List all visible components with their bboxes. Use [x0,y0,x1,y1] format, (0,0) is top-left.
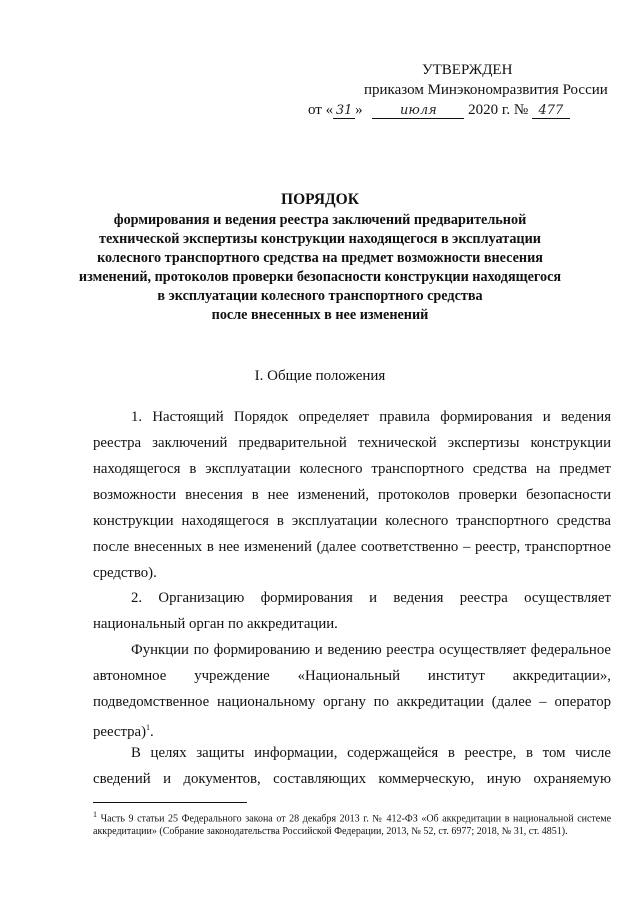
order-date-line [308,102,570,119]
footnote [93,808,611,838]
footnote-text: Часть 9 статьи 25 Федерального закона от 28 декабря 2013 г. № 412-ФЗ «Об аккредитации в национальной системе аккредитации» (Собрание законодательства Российской Федерации, 2013, № 52, ст. 6977; 2018, № 31, ст. 4851). [93,813,612,838]
footnote-ref: 1 [146,723,151,732]
order-year: 2020 г. № [468,102,529,118]
paragraph-4: В целях защиты информации, содержащейся в реестре, в том числе сведений и документов, составляющих коммерческую, иную охраняемую [93,745,611,787]
date-quote-close: » [355,102,363,118]
paragraph-1: 1. Настоящий Порядок определяет правила формирования и ведения реестра заключений предварительной технической экспертизы конструкции находящегося в эксплуатации колесного транспортного средства на предмет возможности внесения в нее изменений, протоколов проверки безопасности конструкции находящегося в эксплуатации колесного транспортного средства после внесенных в нее изменений (далее соответственно – реестр, транспортное средство). [93,409,611,581]
order-line: приказом Минэкономразвития России [364,82,608,98]
title-line: формирования и ведения реестра заключений предварительной [113,212,527,228]
date-prefix: от « [308,102,334,118]
approved-label: УТВЕРЖДЕН [422,62,513,78]
order-number: 477 [532,103,570,119]
paragraph-3-end: . [150,723,154,740]
order-day: 31 [333,103,355,119]
paragraph-3 [93,637,611,745]
section-heading: I. Общие положения [254,368,386,384]
title-line: технической экспертизы конструкции находящегося в эксплуатации [99,231,541,247]
footnote-marker: 1 [93,810,97,819]
document-title [60,190,580,325]
title-line: в эксплуатации колесного транспортного средства [157,288,483,304]
title-line: колесного транспортного средства на предмет возможности внесения [97,250,543,266]
title-main: ПОРЯДОК [281,191,359,208]
paragraph-3-text: Функции по формированию и ведению реестра осуществляет федеральное автономное учреждение «Национальный институт аккредитации», подведомственное национальному органу по аккредитации (далее – оператор реестра) [93,642,611,740]
paragraph-2: 2. Организацию формирования и ведения реестра осуществляет национальный орган по аккредитации. [93,590,611,632]
footnote-separator [93,802,247,803]
order-month: июля [372,103,464,119]
title-line: изменений, протоколов проверки безопасности конструкции находящегося [78,269,562,285]
title-line: после внесенных в нее изменений [211,307,429,323]
